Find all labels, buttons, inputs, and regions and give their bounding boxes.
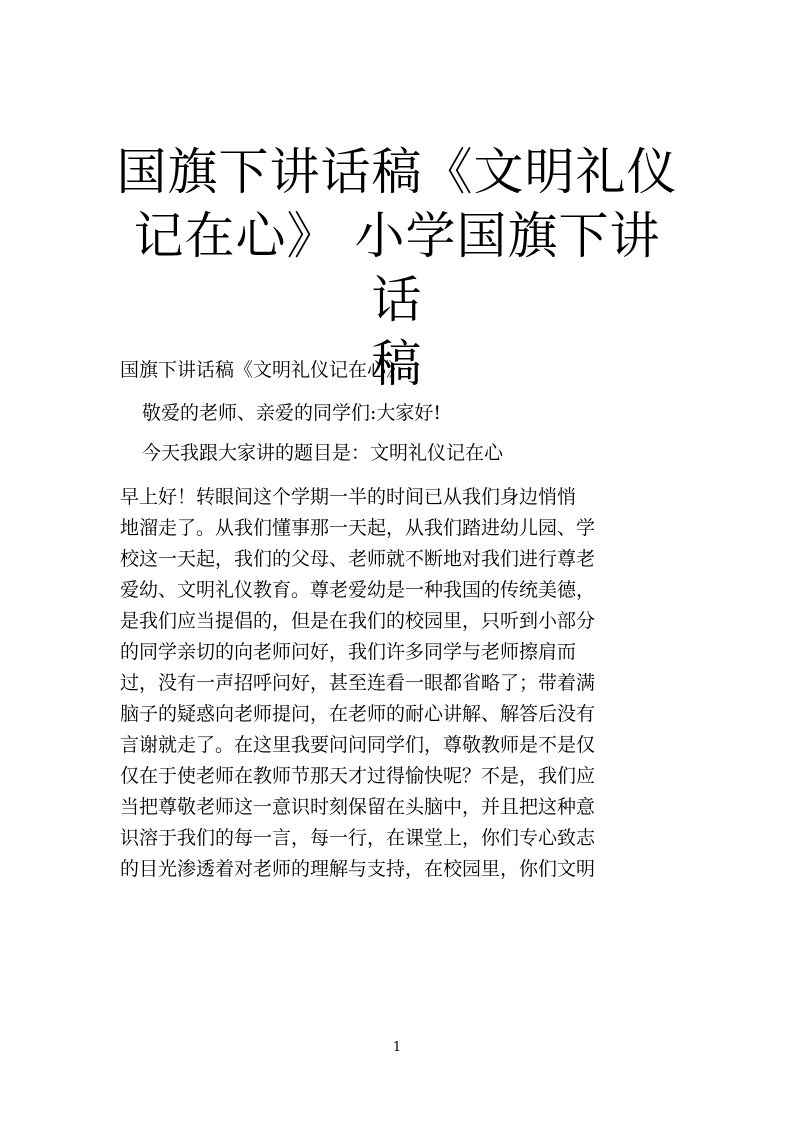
title-line: 记在心》 小学国旗下讲话 (133, 207, 661, 329)
body-line: 的目光渗透着对老师的理解与支持，在校园里，你们文明 (120, 858, 596, 880)
title-line: 稿 (371, 335, 423, 393)
body-line: 早上好！转眼间这个学期一半的时间已从我们身边悄悄 (120, 486, 577, 508)
body-line: 识溶于我们的每一言，每一行，在课堂上，你们专心致志 (120, 827, 596, 849)
body-line: 过，没有一声招呼问好，甚至连看一眼都省略了；带着满 (120, 672, 596, 694)
body-line: 仅在于使老师在教师节那天才过得愉快呢？不是，我们应 (120, 765, 596, 787)
body-paragraph (120, 482, 665, 885)
topic-line: 今天我跟大家讲的题目是：文明礼仪记在心 (142, 442, 504, 464)
greeting-line: 敬爱的老师、亲爱的同学们:大家好! (142, 402, 442, 424)
document-subtitle: 国旗下讲话稿《文明礼仪记在心》 (120, 359, 406, 381)
title-line: 国旗下讲话稿《文明礼仪 (116, 143, 678, 201)
body-line: 言谢就走了。在这里我要问问同学们，尊敬教师是不是仅 (120, 734, 596, 756)
page-number: 1 (392, 1040, 402, 1055)
body-line: 地溜走了。从我们懂事那一天起，从我们踏进幼儿园、学 (120, 517, 596, 539)
body-line: 是我们应当提倡的，但是在我们的校园里，只听到小部分 (120, 610, 596, 632)
body-line: 爱幼、文明礼仪教育。尊老爱幼是一种我国的传统美德， (120, 579, 596, 601)
body-line: 当把尊敬老师这一意识时刻保留在头脑中，并且把这种意 (120, 796, 596, 818)
body-line: 脑子的疑惑向老师提问，在老师的耐心讲解、解答后没有 (120, 703, 596, 725)
body-line: 校这一天起，我们的父母、老师就不断地对我们进行尊老 (120, 548, 596, 570)
body-line: 的同学亲切的向老师问好，我们许多同学与老师擦肩而 (120, 641, 577, 663)
